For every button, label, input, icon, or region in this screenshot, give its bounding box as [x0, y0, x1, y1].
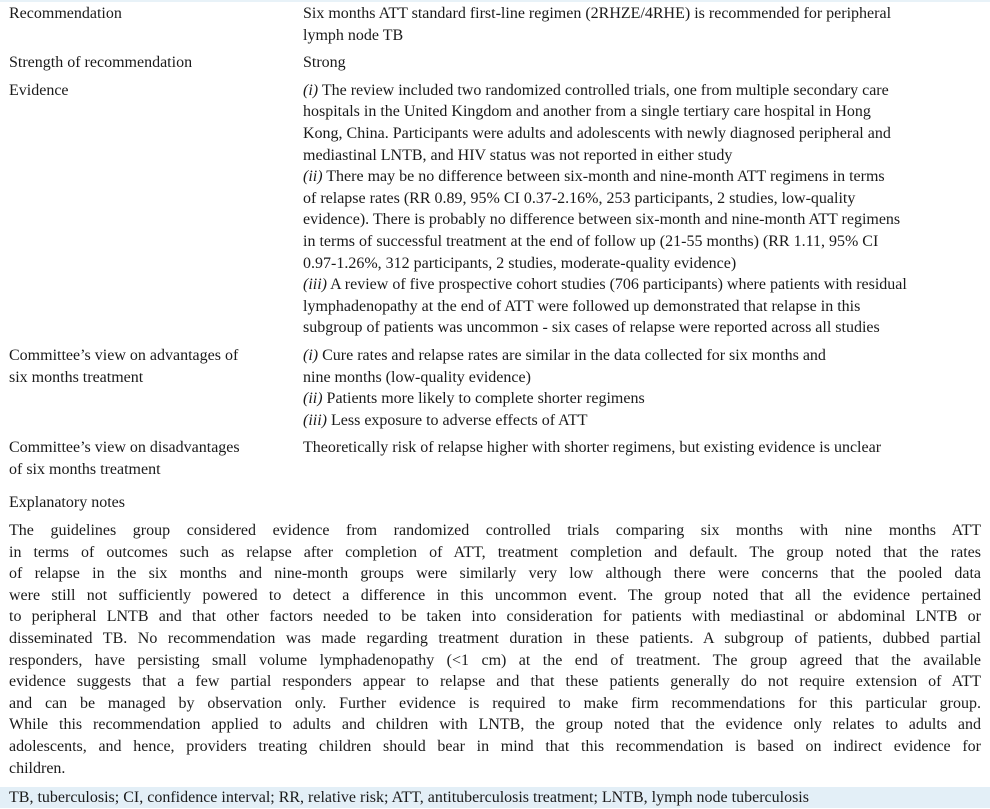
abbreviations-text: TB, tuberculosis; CI, confidence interval; RR, relative risk; ATT, antituberculosis treatment; LNTB, lymph node tuberculosis: [9, 789, 809, 806]
row-value-line: [303, 80, 990, 102]
roman-numeral: (ii): [303, 390, 323, 408]
table-row: [0, 3, 990, 46]
table-row: [0, 46, 990, 74]
row-value-text: Strong: [303, 54, 346, 72]
row-value-line: [303, 231, 990, 253]
row-value-line: [303, 209, 990, 231]
explanatory-line: of relapse in the six months and nine-month groups were similarly very low although there were concerns that the pooled data: [9, 565, 981, 583]
explanatory-line: responders, have persisting small volume lymphadenopathy (<1 cm) at the end of treatment. The group agreed that the available: [9, 651, 981, 669]
row-value-line: [303, 25, 990, 47]
row-value-line: [303, 274, 990, 296]
row-value-text: in terms of successful treatment at the end of follow up (21-55 months) (RR 1.11, 95% CI: [303, 232, 879, 250]
row-value-line: [303, 166, 990, 188]
roman-numeral: (iii): [303, 411, 327, 429]
explanatory-line: to peripheral LNTB and that other factors needed to be taken into consideration for patients with mediastinal or abdominal LNTB or: [9, 608, 981, 626]
row-label-line: six months treatment: [9, 368, 144, 386]
row-value-text: Six months ATT standard first-line regimen (2RHZE/4RHE) is recommended for peripheral: [303, 5, 892, 22]
abbreviations-footer: [0, 787, 990, 808]
row-value-line: [303, 145, 990, 167]
row-value: [303, 339, 990, 431]
row-value: [303, 46, 990, 74]
explanatory-line: disseminated TB. No recommendation was made regarding treatment duration in these patients. A subgroup of patients, dubbed partial: [9, 629, 981, 647]
row-value-text: nine months (low-quality evidence): [303, 368, 531, 386]
row-value-text: Cure rates and relapse rates are similar in the data collected for six months and: [318, 346, 826, 364]
row-value-line: [303, 3, 990, 25]
row-value-text: Kong, China. Participants were adults and adolescents with newly diagnosed peripheral and: [303, 124, 891, 142]
row-label-line: Committee’s view on disadvantages: [9, 439, 240, 457]
row-value-line: [303, 388, 990, 410]
explanatory-notes-text: [9, 520, 981, 779]
row-value-line: [303, 123, 990, 145]
explanatory-line: The guidelines group considered evidence from randomized controlled trials comparing six months with nine months ATT: [9, 522, 981, 539]
row-value-text: Theoretically risk of relapse higher with shorter regimens, but existing evidence is unclear: [303, 439, 882, 457]
row-label-line: Committee’s view on advantages of: [9, 346, 239, 364]
row-label-line: Evidence: [9, 81, 69, 99]
row-value-text: There may be no difference between six-month and nine-month ATT regimens in terms: [322, 168, 885, 186]
row-value-line: [303, 437, 990, 459]
table-row: [0, 431, 990, 480]
row-value-line: [303, 345, 990, 367]
row-label: [0, 46, 303, 74]
row-label: [0, 431, 303, 480]
row-value-text: Patients more likely to complete shorter regimens: [322, 390, 645, 408]
row-label-line: of six months treatment: [9, 460, 161, 478]
explanatory-line: were still not sufficiently powered to detect a difference in this uncommon event. The group noted that all the evidence pertained: [9, 586, 981, 604]
roman-numeral: (i): [303, 346, 319, 364]
row-value-line: [303, 317, 990, 339]
row-value-text: mediastinal LNTB, and HIV status was not reported in either study: [303, 146, 733, 164]
row-value-text: of relapse rates (RR 0.89, 95% CI 0.37-2.16%, 253 participants, 2 studies, low-quality: [303, 189, 856, 207]
table-row: [0, 339, 990, 431]
row-value-text: The review included two randomized controlled trials, one from multiple secondary care: [318, 81, 889, 99]
row-label: [0, 3, 303, 46]
explanatory-line: While this recommendation applied to adults and children with LNTB, the group noted that the evidence only relates to adults and: [9, 716, 981, 734]
table-row: [0, 74, 990, 339]
row-value: [303, 74, 990, 339]
explanatory-line: and can be managed by observation only. Further evidence is required to make firm recommendations for this particular group.: [9, 694, 981, 712]
explanatory-line: children.: [9, 759, 66, 777]
row-value-text: evidence). There is probably no difference between six-month and nine-month ATT regimens: [303, 211, 901, 229]
row-label-line: Recommendation: [9, 5, 122, 22]
row-value-line: [303, 410, 990, 432]
row-value-line: [303, 367, 990, 389]
row-value: [303, 431, 990, 480]
row-value-line: [303, 101, 990, 123]
explanatory-line: evidence suggests that a few partial responders appear to relapse and that these patients generally do not require extension of ATT: [9, 673, 981, 691]
roman-numeral: (ii): [303, 168, 323, 186]
row-label-line: Strength of recommendation: [9, 54, 193, 72]
explanatory-line: in terms of outcomes such as relapse after completion of ATT, treatment completion and default. The group noted that the rates: [9, 543, 981, 561]
row-value-text: A review of five prospective cohort studies (706 participants) where patients with residual: [327, 276, 907, 294]
row-value-text: subgroup of patients was uncommon - six cases of relapse were reported across all studies: [303, 319, 880, 337]
row-value-text: lymphadenopathy at the end of ATT were followed up demonstrated that relapse in this: [303, 297, 861, 315]
recommendation-table: [0, 3, 990, 480]
row-label: [0, 339, 303, 431]
row-value-text: lymph node TB: [303, 26, 404, 44]
explanatory-notes-heading: Explanatory notes: [9, 494, 125, 511]
explanatory-line: adolescents, and hence, providers treating children should bear in mind that this recommendation is based on indirect evidence for: [9, 737, 981, 755]
row-label: [0, 74, 303, 339]
row-value-line: [303, 188, 990, 210]
row-value-text: hospitals in the United Kingdom and another from a single tertiary care hospital in Hong: [303, 103, 871, 121]
roman-numeral: (i): [303, 81, 319, 99]
roman-numeral: (iii): [303, 276, 327, 294]
row-value: [303, 3, 990, 46]
row-value-line: [303, 52, 990, 74]
row-value-text: 0.97-1.26%, 312 participants, 2 studies, moderate-quality evidence): [303, 254, 737, 272]
top-rule: [0, 0, 990, 2]
row-value-text: Less exposure to adverse effects of ATT: [327, 411, 588, 429]
row-value-line: [303, 296, 990, 318]
row-value-line: [303, 253, 990, 275]
